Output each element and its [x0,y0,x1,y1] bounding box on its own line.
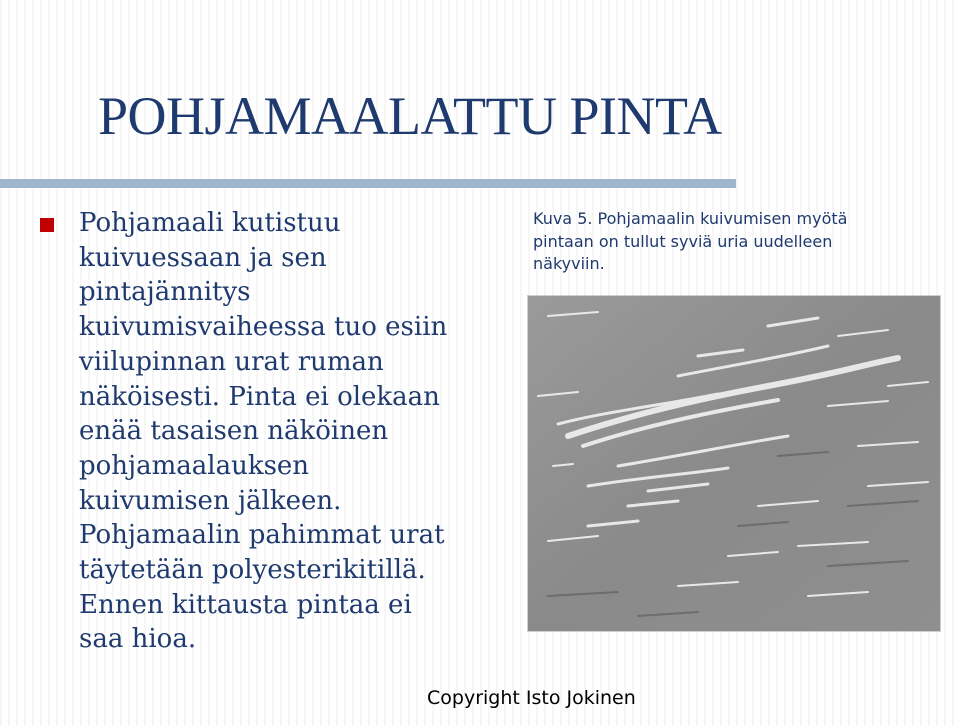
bullet-marker [40,218,54,232]
surface-photo [527,295,941,632]
title-divider [0,179,736,188]
copyright-notice: Copyright Isto Jokinen [427,687,636,709]
bullet-text: Pohjamaali kutistuu kuivuessaan ja sen pintajännitys kuivumisvaiheessa tuo esiin viilupinnan urat ruman näköisesti. Pinta ei olekaan enää tasaisen näköinen pohjamaalauksen kuivumisen jälkeen. Pohjamaalin pahimmat urat täytetään polyesterikitillä. Ennen kittausta pintaa ei saa hioa. [79,208,448,655]
slide-title: POHJAMAALATTU PINTA [98,86,722,146]
figure-caption: Kuva 5. Pohjamaalin kuivumisen myötä pintaan on tullut syviä uria uudelleen näkyviin. [533,209,848,273]
surface-photo-image [528,296,940,631]
